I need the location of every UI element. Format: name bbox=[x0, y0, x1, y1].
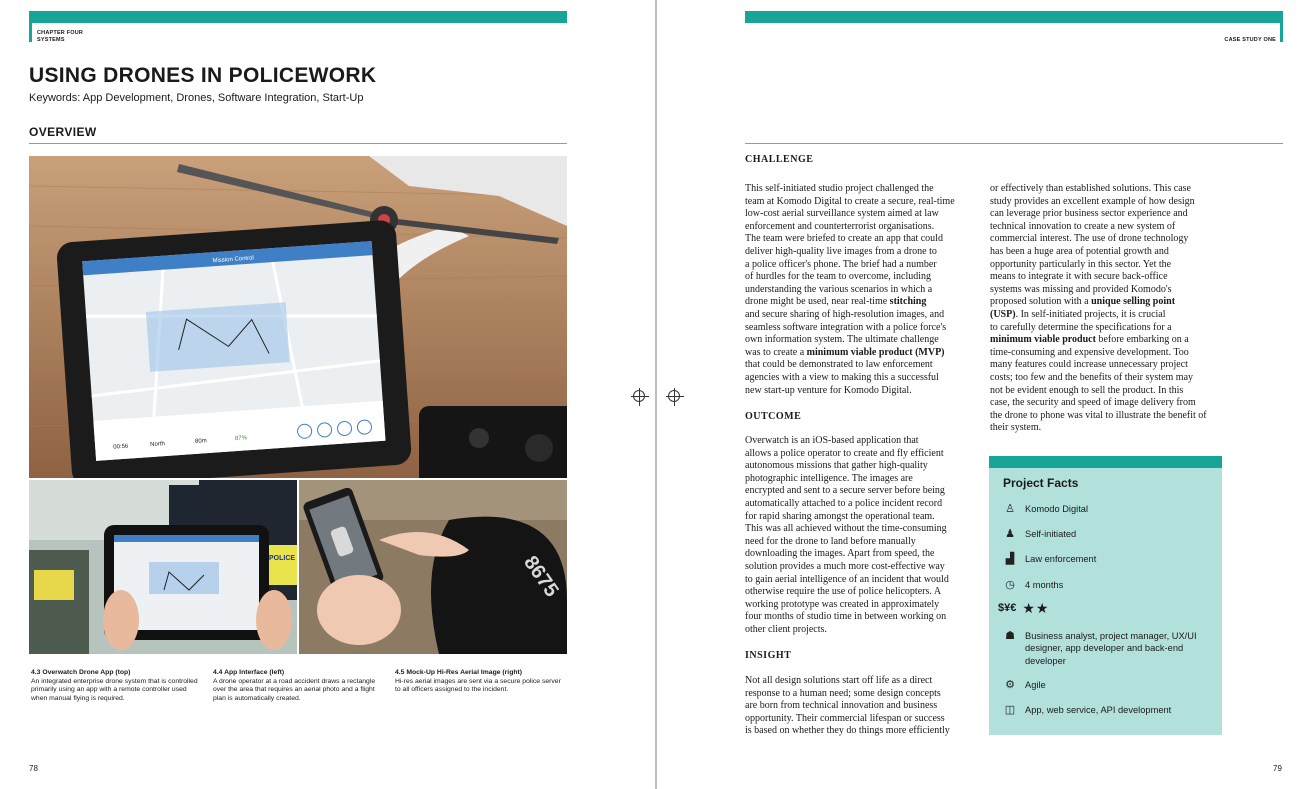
fact-team-value: Business analyst, project manager, UX/UI designer, app developer and back-end developer bbox=[1025, 631, 1197, 666]
challenge-line: agencies with a view to making this a successful bbox=[745, 371, 939, 383]
case-study-label: CASE STUDY ONE bbox=[1224, 37, 1276, 43]
column-two-line: can leverage prior business sector experience and bbox=[990, 208, 1188, 220]
person-icon: ♟ bbox=[1005, 528, 1015, 540]
left-header-bar bbox=[29, 11, 567, 23]
caption-4-4-text: A drone operator at a road accident draws a rectangle over the area that requires an aerial photo and a flight plan is automatically created. bbox=[213, 677, 376, 702]
caption-4-4-title: 4.4 App Interface (left) bbox=[213, 669, 285, 676]
fact-team bbox=[999, 630, 1204, 667]
right-page-number: 79 bbox=[1273, 764, 1282, 773]
challenge-line: own information system. The ultimate challenge bbox=[745, 334, 939, 346]
challenge-line: This self-initiated studio project challenged the bbox=[745, 183, 934, 194]
insight-line: are born from technical innovation and business bbox=[745, 700, 938, 712]
clock-icon: ◷ bbox=[1005, 579, 1015, 591]
insight-line: response to a human need; some design concepts bbox=[745, 687, 941, 699]
caption-4-4 bbox=[213, 669, 383, 703]
tablet-stat-battery: 87% bbox=[234, 435, 248, 443]
outcome-line: working prototype was created in approximately bbox=[745, 598, 940, 610]
outcome-line: This was all achieved without the time-consuming bbox=[745, 523, 947, 535]
fact-type bbox=[999, 528, 1076, 540]
column-two-line: case, the security and speed of image delivery from bbox=[990, 397, 1196, 409]
fact-duration-value: 4 months bbox=[1025, 580, 1064, 590]
column-two-text bbox=[990, 183, 1230, 435]
challenge-line: deliver high-quality live images from a drone to bbox=[745, 245, 937, 257]
outcome-line: automatically attached to a police incident record bbox=[745, 497, 943, 509]
column-two-line: to carefully determine the specifications for a bbox=[990, 321, 1172, 333]
challenge-line: understanding the various scenarios in which a bbox=[745, 283, 933, 295]
column-two-line: opportunity particularly in this sector. Yet the bbox=[990, 258, 1172, 270]
column-two-line: commercial interest. The use of drone technology bbox=[990, 233, 1189, 245]
team-icon: ☗ bbox=[1005, 630, 1015, 642]
outcome-line: downloading the images. Apart from speed, the bbox=[745, 548, 935, 560]
right-header-bar bbox=[745, 11, 1283, 23]
column-two-line: not be evident enough to sell the product. In this bbox=[990, 384, 1184, 396]
currency-icon: $¥€ bbox=[998, 602, 1017, 614]
fact-methodology bbox=[999, 679, 1046, 691]
outcome-line: four months of studio time in between working on bbox=[745, 611, 947, 623]
column-two-line: has been a huge area of potential growth and bbox=[990, 245, 1169, 257]
caption-4-5-title: 4.5 Mock-Up Hi-Res Aerial Image (right) bbox=[395, 669, 523, 676]
column-two-line: study provides an excellent example of how design bbox=[990, 195, 1195, 207]
overview-heading: OVERVIEW bbox=[29, 125, 97, 139]
challenge-line: enforcement and counterterrorist organisations. bbox=[745, 220, 935, 232]
package-icon: ◫ bbox=[1004, 704, 1016, 716]
outcome-line: Overwatch is an iOS-based application that bbox=[745, 435, 919, 446]
chapter-number: CHAPTER FOUR bbox=[37, 30, 84, 36]
shoulder-number: 8675 bbox=[519, 552, 563, 602]
insight-line: opportunity. Their commercial lifespan or success bbox=[745, 712, 945, 724]
column-two-line: their system. bbox=[990, 422, 1042, 434]
challenge-line: that could be demonstrated to law enforcement bbox=[745, 359, 933, 371]
page-title: USING DRONES IN POLICEWORK bbox=[29, 64, 377, 87]
challenge-line: drone might be used, near real-time stitching bbox=[745, 296, 927, 308]
fact-client-value: Komodo Digital bbox=[1025, 504, 1089, 514]
column-two-line: minimum viable product before embarking on a bbox=[990, 334, 1189, 346]
drone-app-photo bbox=[29, 156, 567, 478]
insight-line: is based on whether they do things more efficiently bbox=[745, 725, 950, 737]
outcome-line: encrypted and sent to a secure server before being bbox=[745, 485, 945, 497]
column-two-line: technical innovation to create a new system of bbox=[990, 220, 1176, 232]
fact-sector-value: Law enforcement bbox=[1025, 554, 1097, 564]
project-facts-bar bbox=[989, 456, 1222, 468]
challenge-line: new start-up venture for Komodo Digital. bbox=[745, 384, 912, 396]
phone-hand-photo bbox=[299, 480, 567, 654]
challenge-line: seamless software integration with a police force's bbox=[745, 321, 947, 333]
caption-4-3 bbox=[31, 669, 201, 703]
column-two-line: the drone to phone was vital to illustrate the benefit of bbox=[990, 409, 1207, 421]
challenge-text bbox=[745, 183, 985, 397]
left-header-bar-leg bbox=[29, 22, 32, 42]
outcome-line: other client projects. bbox=[745, 623, 827, 635]
registration-mark-right bbox=[668, 390, 680, 402]
caption-4-3-text: An integrated enterprise drone system that is controlled primarily using an app with a remote controller used when manual flying is required. bbox=[31, 677, 198, 702]
challenge-line: a police officer's phone. The brief had a number bbox=[745, 258, 937, 270]
caption-4-3-title: 4.3 Overwatch Drone App (top) bbox=[31, 669, 131, 676]
fact-sector bbox=[999, 553, 1096, 565]
caption-4-5 bbox=[395, 669, 565, 695]
column-two-line: (USP). In self-initiated projects, it is crucial bbox=[990, 308, 1166, 320]
challenge-line: The team were briefed to create an app that could bbox=[745, 233, 943, 245]
tablet-stat-time: 00:56 bbox=[113, 443, 129, 451]
fact-methodology-value: Agile bbox=[1025, 680, 1046, 690]
page-gutter bbox=[655, 0, 657, 789]
fact-deliverables-value: App, web service, API development bbox=[1025, 705, 1172, 715]
fact-client bbox=[999, 503, 1088, 515]
workflow-icon: ⚙ bbox=[1005, 679, 1015, 691]
column-two-line: systems was missing and provided Komodo's bbox=[990, 283, 1172, 295]
right-top-rule bbox=[745, 143, 1283, 144]
insight-heading: INSIGHT bbox=[745, 650, 792, 661]
budget-stars: ★★ bbox=[1022, 600, 1050, 616]
right-header-bar-leg bbox=[1280, 22, 1283, 42]
outcome-line: to gain aerial intelligence of an incident that would bbox=[745, 573, 949, 585]
tablet-stat-altitude: 80m bbox=[194, 438, 207, 445]
challenge-line: low-cost aerial surveillance system aimed at law bbox=[745, 208, 939, 220]
fact-type-value: Self-initiated bbox=[1025, 529, 1077, 539]
outcome-line: otherwise require the use of police helicopters. A bbox=[745, 586, 942, 598]
column-two-line: means to integrate it with secure back-office bbox=[990, 271, 1168, 283]
registration-mark-left bbox=[633, 390, 645, 402]
outcome-heading: OUTCOME bbox=[745, 411, 802, 422]
column-two-line: proposed solution with a unique selling point bbox=[990, 296, 1176, 308]
project-facts-box bbox=[989, 468, 1222, 735]
outcome-line: allows a police operator to create and fly efficient bbox=[745, 447, 944, 459]
client-avatar-icon: ♙ bbox=[1005, 503, 1015, 515]
keywords: Keywords: App Development, Drones, Software Integration, Start-Up bbox=[29, 92, 364, 104]
challenge-heading: CHALLENGE bbox=[745, 154, 814, 165]
fact-deliverables bbox=[999, 704, 1171, 716]
challenge-line: and secure sharing of high-resolution images, and bbox=[745, 308, 945, 320]
challenge-line: was to create a minimum viable product (MVP) bbox=[745, 346, 945, 358]
overview-rule bbox=[29, 143, 567, 144]
officer-tablet-photo bbox=[29, 480, 297, 654]
outcome-line: for rapid sharing amongst the operational team. bbox=[745, 510, 935, 522]
fact-budget bbox=[998, 602, 1049, 614]
left-page-number: 78 bbox=[29, 764, 38, 773]
chapter-label bbox=[37, 30, 83, 44]
project-facts-heading: Project Facts bbox=[1003, 476, 1079, 490]
challenge-line: team at Komodo Digital to create a secure, real-time bbox=[745, 195, 955, 207]
challenge-line: of hurdles for the team to overcome, including bbox=[745, 271, 932, 283]
fact-duration bbox=[999, 579, 1063, 591]
column-two-line: or effectively than established solutions. This case bbox=[990, 183, 1191, 194]
column-two-line: many features could increase unnecessary project bbox=[990, 359, 1188, 371]
tablet-stat-heading: North bbox=[150, 441, 166, 449]
outcome-line: photographic intelligence. The images are bbox=[745, 472, 913, 484]
outcome-line: autonomous missions that gather high-quality bbox=[745, 460, 928, 472]
insight-text bbox=[745, 675, 985, 738]
column-two-line: costs; too few and the benefits of their system may bbox=[990, 371, 1194, 383]
factory-icon: ▟ bbox=[1005, 553, 1015, 565]
police-badge-text: POLICE bbox=[269, 555, 296, 562]
outcome-text bbox=[745, 435, 985, 637]
outcome-line: solution provides a much more cost-effective way bbox=[745, 560, 945, 572]
tablet-app-header: Mission Control bbox=[212, 255, 255, 265]
chapter-name: SYSTEMS bbox=[37, 37, 65, 43]
outcome-line: need for the drone to land before manually bbox=[745, 535, 916, 547]
caption-4-5-text: Hi-res aerial images are sent via a secure police server to all officers assigned to the incident. bbox=[395, 677, 561, 694]
insight-line: Not all design solutions start off life as a direct bbox=[745, 675, 933, 686]
column-two-line: time-consuming and expensive development. Too bbox=[990, 346, 1189, 358]
